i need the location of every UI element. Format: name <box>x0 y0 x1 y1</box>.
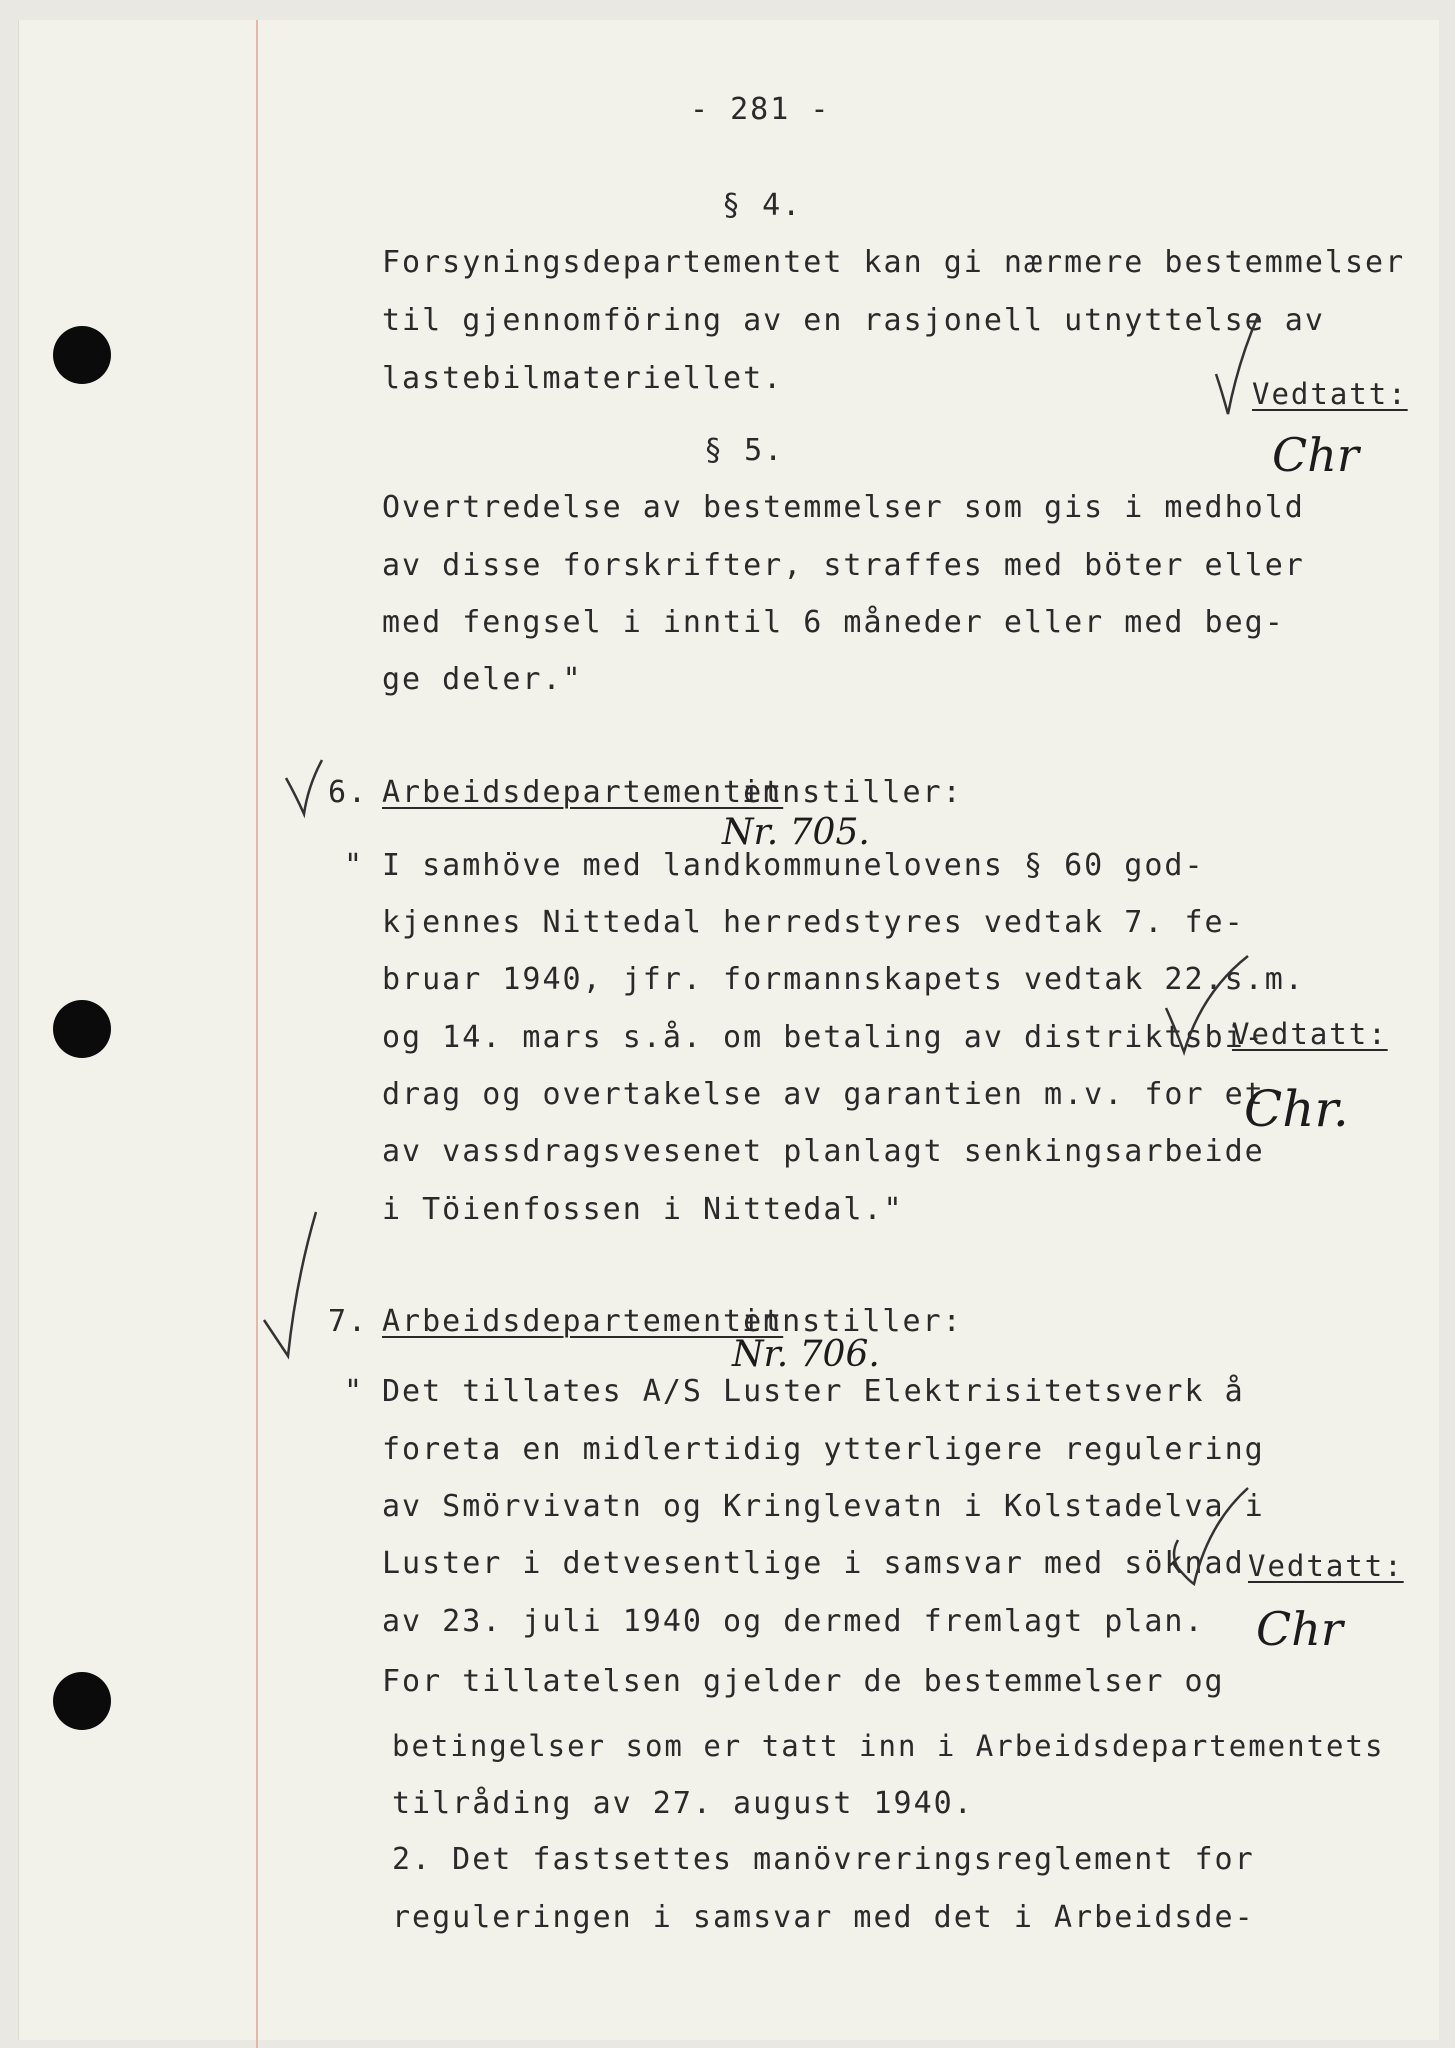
quote-mark: " <box>344 1374 365 1409</box>
text-line: med fengsel i inntil 6 måneder eller med beg- <box>382 605 1285 640</box>
text-line: Forsyningsdepartementet kan gi nærmere bestemmelser <box>382 245 1406 280</box>
text-line: av vassdragsvesenet planlagt senkingsarbeide <box>382 1134 1265 1169</box>
item-action: innstiller: <box>742 775 963 810</box>
red-margin-line <box>256 20 258 2048</box>
text-line: lastebilmateriellet. <box>382 361 784 396</box>
section-heading: § 5. <box>704 433 785 468</box>
handwritten-initials: Chr <box>1256 1602 1343 1656</box>
text-line: til gjennomföring av en rasjonell utnyttelse av <box>382 303 1325 338</box>
text-line: drag og overtakelse av garantien m.v. for et <box>382 1077 1265 1112</box>
handwritten-case-number: Nr. 706. <box>732 1334 880 1375</box>
text-line: For tillatelsen gjelder de bestemmelser og <box>382 1664 1225 1699</box>
department-name: Arbeidsdepartementet <box>382 1304 784 1339</box>
punch-hole-icon <box>53 1672 111 1730</box>
text-line: tilråding av 27. august 1940. <box>392 1786 974 1821</box>
checkmark-icon <box>260 1210 320 1360</box>
text-line: av Smörvivatn og Kringlevatn i Kolstadelva i <box>382 1489 1265 1524</box>
text-line: Luster i detvesentlige i samsvar med söknad <box>382 1546 1245 1581</box>
text-line: ge deler." <box>382 662 583 697</box>
checkmark-icon <box>282 758 332 818</box>
text-line: reguleringen i samsvar med det i Arbeidsde- <box>392 1900 1255 1935</box>
quote-mark: " <box>344 848 365 883</box>
item-number: 7. <box>328 1304 369 1339</box>
approval-label: Vedtatt: <box>1232 1017 1388 1051</box>
item-number: 6. <box>328 775 369 810</box>
punch-hole-icon <box>53 1000 111 1058</box>
text-line: kjennes Nittedal herredstyres vedtak 7. fe- <box>382 905 1245 940</box>
text-line: bruar 1940, jfr. formannskapets vedtak 22.s.m. <box>382 962 1305 997</box>
handwritten-case-number: Nr. 705. <box>722 812 870 853</box>
approval-label: Vedtatt: <box>1248 1549 1404 1583</box>
punch-hole-icon <box>53 326 111 384</box>
text-line: betingelser som er tatt inn i Arbeidsdepartementets <box>392 1729 1385 1763</box>
section-heading: § 4. <box>722 188 803 223</box>
text-line: Det tillates A/S Luster Elektrisitetsverk å <box>382 1374 1245 1409</box>
page-number: - 281 - <box>690 92 831 127</box>
text-line: av 23. juli 1940 og dermed fremlagt plan. <box>382 1604 1205 1639</box>
text-line: I samhöve med landkommunelovens § 60 god- <box>382 848 1205 883</box>
item-action: innstiller: <box>742 1304 963 1339</box>
text-line: 2. Det fastsettes manövreringsreglement for <box>392 1842 1255 1877</box>
text-line: Overtredelse av bestemmelser som gis i medhold <box>382 490 1305 525</box>
checkmark-icon <box>1168 1484 1252 1590</box>
text-line: og 14. mars s.å. om betaling av distriktsbi- <box>382 1020 1265 1055</box>
text-line: foreta en midlertidig ytterligere regulering <box>382 1432 1265 1467</box>
handwritten-initials: Chr <box>1272 428 1359 482</box>
text-line: i Töienfossen i Nittedal." <box>382 1192 904 1227</box>
approval-label: Vedtatt: <box>1252 377 1408 411</box>
handwritten-initials: Chr. <box>1244 1080 1349 1138</box>
text-line: av disse forskrifter, straffes med böter eller <box>382 548 1305 583</box>
department-name: Arbeidsdepartementet <box>382 775 784 810</box>
